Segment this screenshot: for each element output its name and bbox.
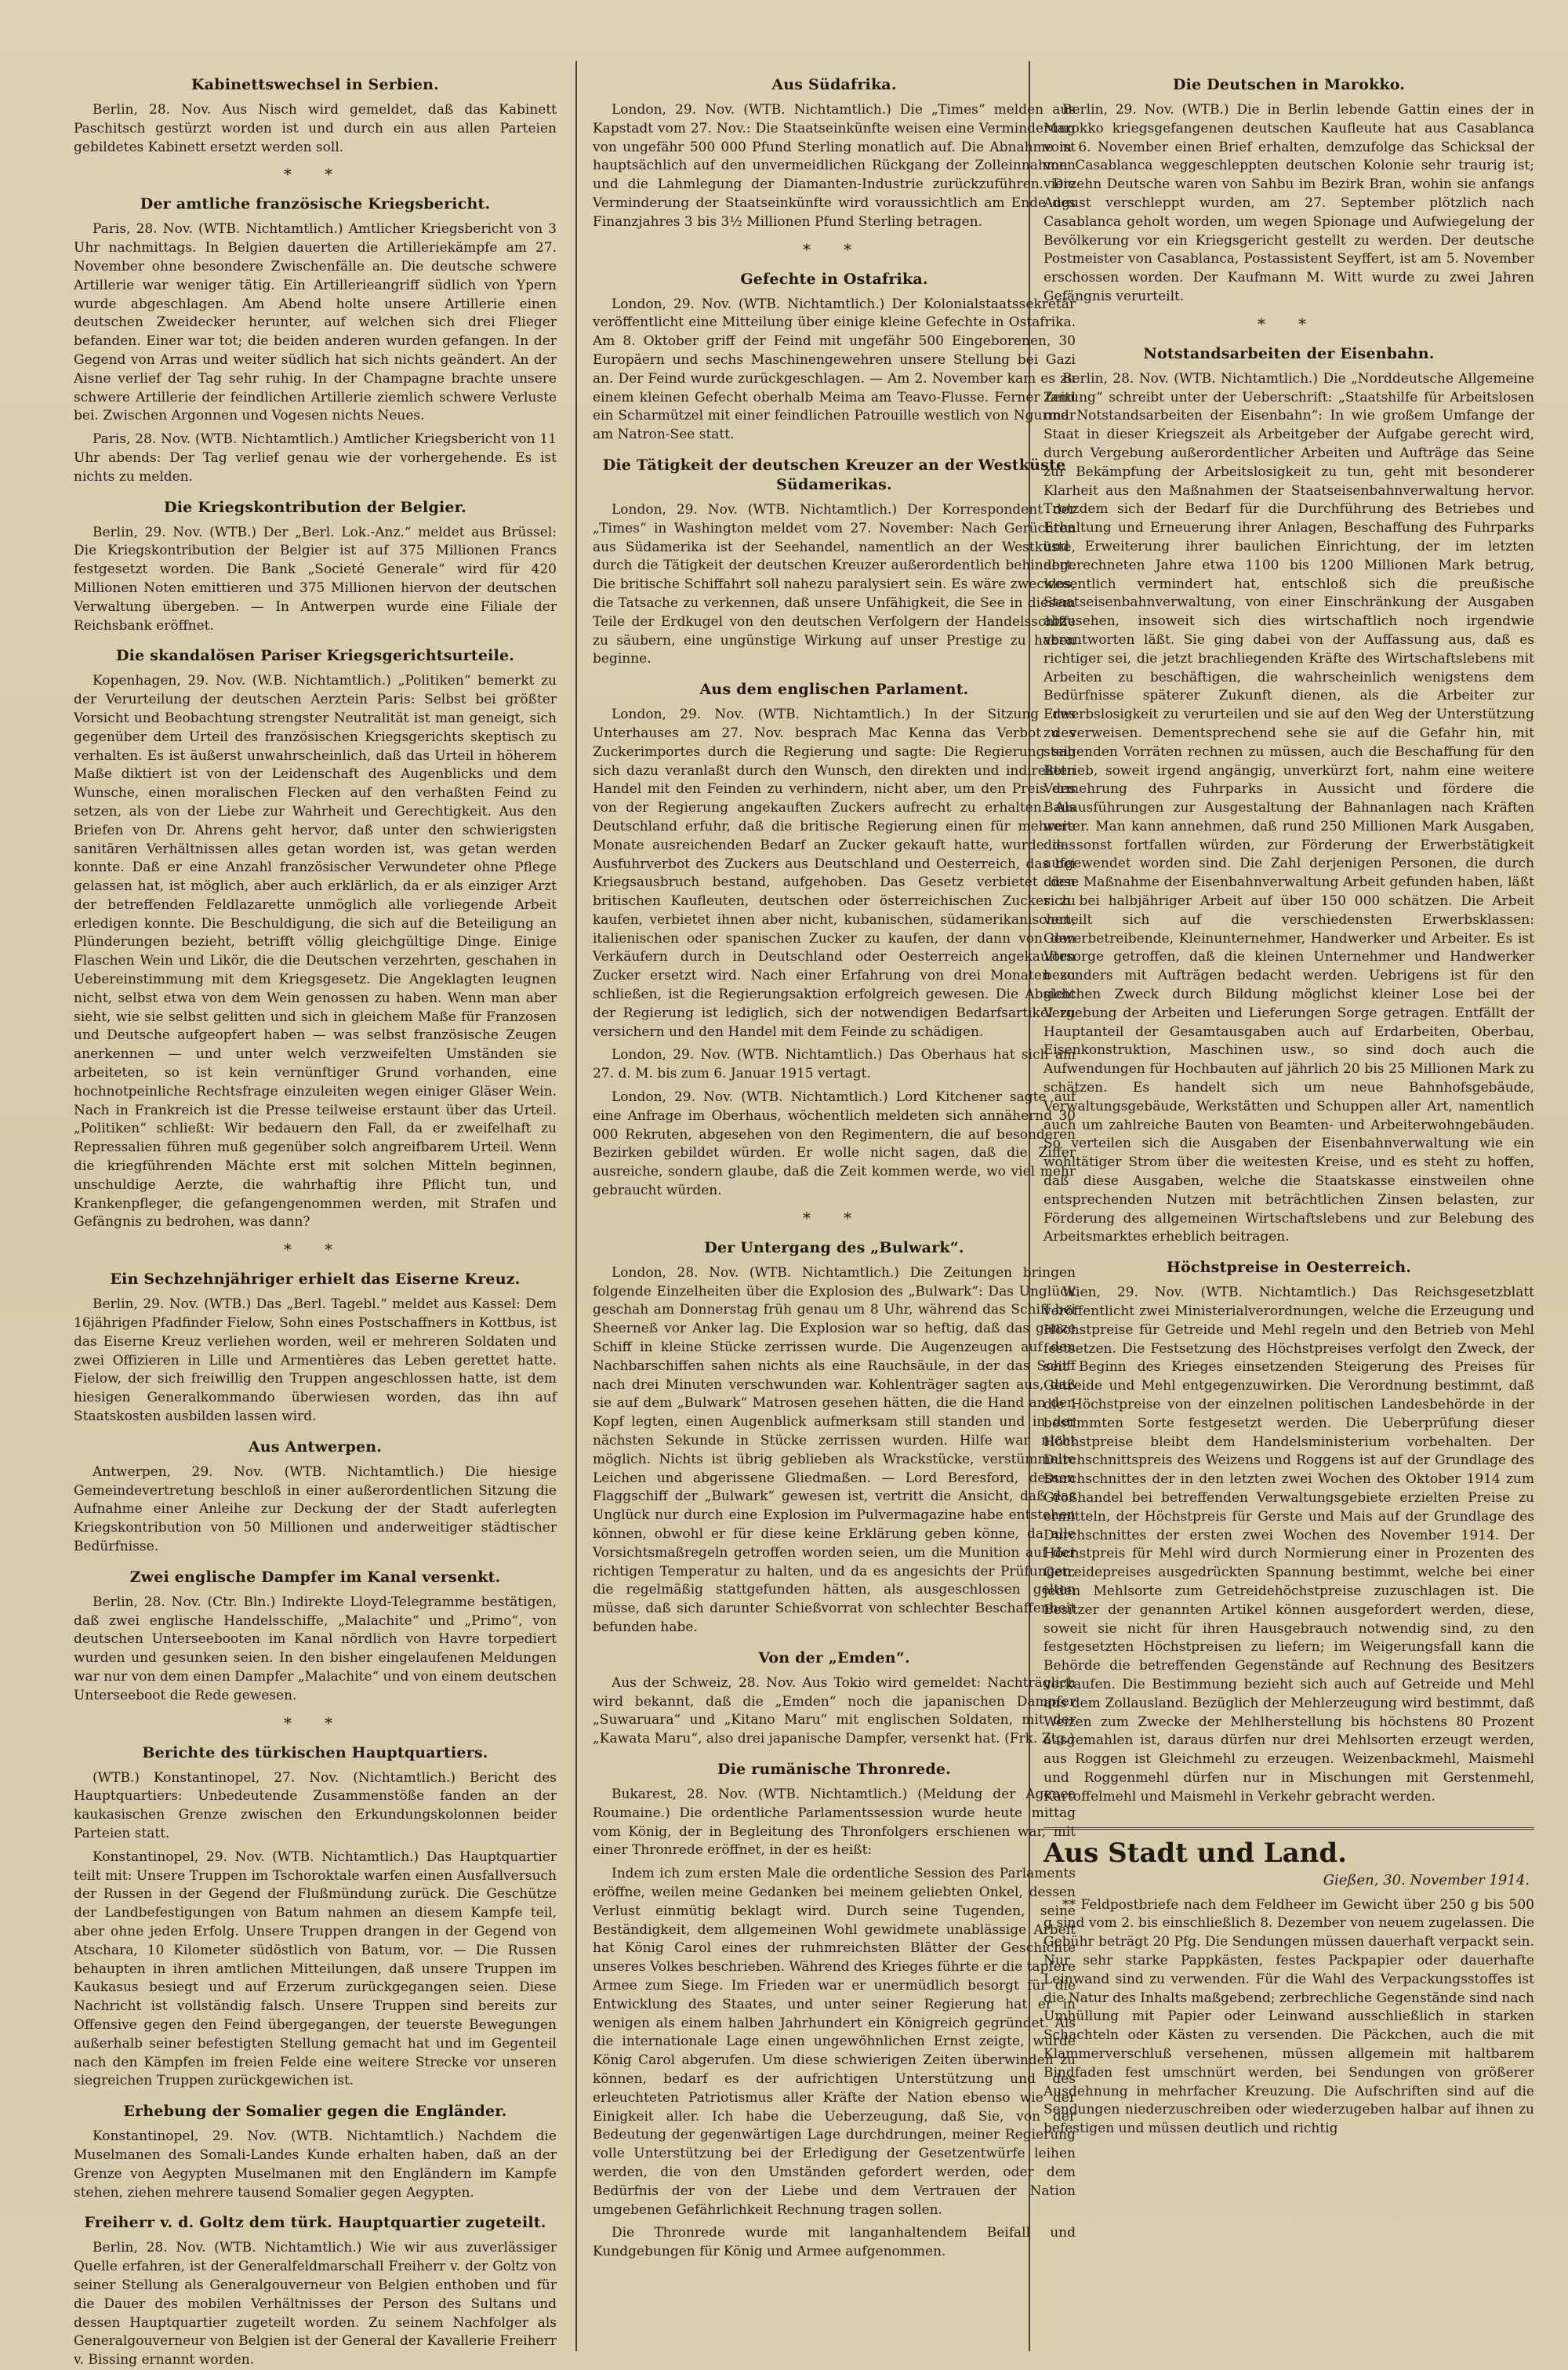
article-separator: * * [802,1208,866,1227]
article-heading: Gefechte in Ostafrika. [740,270,928,288]
article-paragraph: Die Thronrede wurde mit langanhaltendem Beifall und Kundgebungen für König und Armee aufgenommen. [593,2225,1076,2260]
article-separator: * * [283,165,347,184]
article-paragraph: Indem ich zum ersten Male die ordentliche Session des Parlaments eröffne, weilen meine Gedanken bei meinem geliebten Onkel, dessen Verlust einmütig beklagt wird. Durch seine Tugenden, seine Beständigkeit, dem allgemeinen Wohl gewidmete unablässige Arbeit hat König Carol eines der ruhmreichsten Blätter der Geschichte unseres Volkes beschrieben. Während des Krieges führte er die tapfere Armee zum Siege. Im Frieden war er unermüdlich besorgt für die Entwicklung des Staates, und unter seiner Regierung hat er in wenigen als einem halben Jahrhundert ein Königreich gegründet. Als die internationale Lage einen ungewöhnlichen Ernst zeigte, wurde König Carol abgerufen. Um diese schwierigen Zeiten überwinden zu können, bedarf es der aufrichtigen Unterstützung und des erleuchteten Patriotismus aller Kräfte der Nation ebenso wie der Einigkeit aller. Ich habe die Ueberzeugung, daß Sie, von der Bedeutung der gegenwärtigen Lage durchdrungen, meiner Regierung volle Unterstützung bei der Erledigung der Gesetzentwürfe leihen werden, die von den Umständen gefordert werden, oder dem Bedürfnis der von der Liebe und dem Vertrauen der Nation umgebenen Gefährlichkeit Rechnung tragen sollen. [593,1866,1076,2218]
article-heading: Die rumänische Thronrede. [717,1760,951,1778]
article-paragraph: Wien, 29. Nov. (WTB. Nichtamtlich.) Das Reichsgesetzblatt veröffentlicht zwei Ministerialverordnungen, welche die Erzeugung und Höchstpreise für Getreide und Mehl regeln und den Betrieb von Mehl festsetzen. Die Festsetzung des Höchstpreises verfolgt den Zweck, der seit Beginn des Krieges einsetzenden Steigerung des Preises für Getreide und Mehl entgegenzuwirken. Die Verordnung bestimmt, daß die Höchstpreise von der einzelnen politischen Landesbehörde in der bestimmten Sorte festgesetzt werden. Die Ueberprüfung dieser Höchstpreise bleibt dem Handelsministerium vorbehalten. Der Durchschnittspreis des Weizens und Roggens ist auf der Grundlage des Durchschnittes der in den letzten zwei Wochen des Oktober 1914 zum Großhandel bei betreffenden Verwaltungsgebiete erzielten Preise zu ermitteln, der Höchstpreis für Gerste und Mais auf der Grundlage des Durchschnittes der ersten zwei Wochen des November 1914. Der Höchstpreis für Mehl wird durch Normierung einer in Prozenten des Getreidepreises ausgedrückten Spannung bestimmt, welche bei einer jeden Mehlsorte zum Getreidehöchstpreise zuzuschlagen ist. Die Besitzer der genannten Artikel können ausgefordert werden, diese, soweit sie nicht für ihren Hausgebrauch notwendig sind, zu den festgesetzten Höchstpreisen zu liefern; im Weigerungsfall kann die Behörde die betreffenden Gegenstände auf Rechnung des Besitzers verkaufen. Die Bestimmung bezieht sich auch auf Getreide und Mehl aus dem Zollausland. Bezüglich der Mehlerzeugung wird bestimmt, daß Weizen zum Zwecke der Mehlherstellung bis höchstens 80 Prozent ausgemahlen ist, daraus dürfen nur drei Mehlsorten erzeugt werden, aus Roggen ist Gleichmehl zu erzeugen. Weizenbackmehl, Maismehl und Roggenmehl dürfen nur in Mischungen mit Gerstenmehl, Kartoffelmehl und Maismehl in Verkehr gebracht werden. [1044,1285,1534,1805]
article-paragraph: Berlin, 28. Nov. (Ctr. Bln.) Indirekte Lloyd-Telegramme bestätigen, daß zwei englische Handelsschiffe, „Malachite“ und „Primo“, von deutschen Unterseebooten im Kanal nördlich von Havre torpediert wurden und gesunken seien. In den bisher eingelaufenen Meldungen war nur von dem einen Dampfer „Malachite“ und von einem deutschen Unterseeboot die Rede gewesen. [74,1594,557,1703]
article-paragraph: Antwerpen, 29. Nov. (WTB. Nichtamtlich.) Die hiesige Gemeindevertretung beschloß in einer außerordentlichen Sitzung die Aufnahme einer Anleihe zur Deckung der der Stadt auferlegten Kriegskontribution von 50 Millionen und anderweitiger städtischer Bedürfnisse. [74,1463,557,1554]
article-heading: Zwei englische Dampfer im Kanal versenkt. [129,1568,501,1586]
article-paragraph: Berlin, 28. Nov. Aus Nisch wird gemeldet, daß das Kabinett Paschitsch gestürzt worden ist und durch ein aus allen Parteien gebildetes Kabinett ersetzt werden soll. [74,102,557,155]
article-heading: Aus Südafrika. [771,76,897,93]
column-right [1044,64,1534,2346]
article-paragraph: Berlin, 28. Nov. (WTB. Nichtamtlich.) Die „Norddeutsche Allgemeine Zeitung“ schreibt unter der Ueberschrift: „Staatshilfe für Arbeitslosen und Notstandsarbeiten der Eisenbahn“: In wie großem Umfange der Staat in dieser Kriegszeit als Arbeitgeber der Aufgabe gerecht wird, durch Vergebung außerordentlicher Arbeiten und Aufträge das Seine zur Bekämpfung der Arbeitslosigkeit zu tun, geht mit besonderer Klarheit aus den Maßnahmen der Staatseisenbahnverwaltung hervor. Trotzdem sich der Bedarf für die Durchführung des Betriebes und Erhaltung und Erneuerung ihrer Anlagen, Beschaffung des Fuhrparks und Erweiterung ihrer baulichen Einrichtung, der im letzten abgerechneten Jahre etwa 1100 bis 1200 Millionen Mark betrug, wesentlich vermindert hat, entschloß sich die preußische Staatseisenbahnverwaltung, von einer Einschränkung der Ausgaben abzusehen, insoweit sich dies wirtschaftlich noch irgendwie verantworten läßt. Sie ging dabei von der Auffassung aus, daß es richtiger sei, die jetzt brachliegenden Kräfte des Wirtschaftslebens mit Arbeiten zu beschäftigen, die wahrscheinlich wenigstens dem Bedürfnisse späterer Zukunft dienen, als die Arbeiter zur Erwerbslosigkeit zu verurteilen und sie auf den Weg der Unterstützung zu verweisen. Dementsprechend sehe sie auf die Gefahr hin, mit steigenden Vorräten rechnen zu müssen, auch die Beschaffung für den Betrieb, soweit irgend angängig, unverkürzt fort, nahm eine weitere Vermehrung des Fuhrparks in Aussicht und fördere die Bauausführungen zur Ausgestaltung der Bahnanlagen nach Kräften weiter. Man kann annehmen, daß rund 250 Millionen Mark Ausgaben, die sonst fortfallen würden, zur Förderung der Erwerbstätigkeit aufgewendet worden sind. Die Zahl derjenigen Personen, die durch diese Maßnahme der Eisenbahnverwaltung Arbeit gefunden haben, läßt sich bei halbjähriger Arbeit auf über 150 000 schätzen. Die Arbeit verteilt sich auf die verschiedensten Erwerbsklassen: Gewerbetreibende, Kleinunternehmer, Handwerker und Arbeiter. Es ist Vorsorge getroffen, daß die kleinen Unternehmer und Handwerker besonders mit Aufträgen bedacht werden. Uebrigens ist für den gleichen Zweck durch Bildung möglichst kleiner Lose bei der Vergebung der Arbeiten und Lieferungen Sorge getragen. Entfällt der Hauptanteil der Gesamtausgaben auch auf Erdarbeiten, Oberbau, Eisenkonstruktion, Maschinen usw., so sind doch auch die Aufwendungen für Hochbauten auf jährlich 20 bis 25 Millionen Mark zu schätzen. Es handelt sich um neue Bahnhofsgebäude, Verwaltungsgebäude, Werkstätten und Schuppen aller Art, namentlich auch um zahlreiche Bauten von Beamten- und Arbeiterwohngebäuden. So verteilen sich die Ausgaben der Eisenbahnverwaltung wie ein wohltätiger Strom über die weitesten Kreise, und es steht zu hoffen, daß diese Ausgaben, welche die Staatskasse einstweilen ohne entsprechenden Nutzen mit beträchtlichen Zinsen belasten, zur Förderung des allgemeinen Wirtschaftslebens und zur Belebung des Arbeitsmarktes erheblich beitragen. [1044,370,1534,1245]
article-heading: Die Kriegskontribution der Belgier. [164,498,466,516]
article-heading: Ein Sechzehnjähriger erhielt das Eiserne Kreuz. [110,1270,521,1289]
article-paragraph: London, 29. Nov. (WTB. Nichtamtlich.) Der Kolonialstaatssekretär veröffentlicht eine Mitteilung über einige kleine Gefechte in Ostafrika. Am 8. Oktober griff der Feind mit ungefähr 500 Eingeborenen, 30 Europäern und sechs Maschinengewehren unsere Stellung bei Gazi an. Der Feind wurde zurückgeschlagen. — Am 2. November kam es zu einem kleinen Gefecht oberhalb Meima am Teavo-Flusse. Ferner fand ein Scharmützel mit einer feindlichen Patrouille westlich von Ngurmar am Natron-See statt. [593,296,1076,443]
article-paragraph: Berlin, 29. Nov. (WTB.) Das „Berl. Tagebl.“ meldet aus Kassel: Dem 16jährigen Pfadfinder Fielow, Sohn eines Postschaffners in Kottbus, ist das Eiserne Kreuz verliehen worden, weil er mehreren Soldaten und zwei Offizieren in Lille und Armentières das Leben gerettet hatte. Fielow, der sich freiwillig den Truppen angeschlossen hatte, ist dem hiesigen Generalkommando überwiesen worden, das ihn auf Staatskosten ausbilden lassen wird. [74,1296,557,1425]
article-paragraph: Paris, 28. Nov. (WTB. Nichtamtlich.) Amtlicher Kriegsbericht von 3 Uhr nachmittags. In Belgien dauerten die Artilleriekämpfe am 27. November ohne besondere Zwischenfälle an. Die deutsche schwere Artillerie war weniger tätig. Ein Artillerieangriff südlich von Ypern wurde abgeschlagen. Am Abend holte unsere Artillerie einen deutschen Zweidecker herunter, auf welchen sich drei Flieger befanden. Einer war tot; die beiden anderen wurden gefangen. In der Gegend von Arras und weiter südlich hat sich nichts geändert. An der Aisne verlief der Tag sehr ruhig. In der Champagne brachte unsere schwere Artillerie der feindlichen Artillerie ziemlich schwere Verluste bei. Zwischen Argonnen und Vogesen nichts Neues. [74,221,557,424]
article-paragraph: Aus der Schweiz, 28. Nov. Aus Tokio wird gemeldet: Nachträglich wird bekannt, daß die „Emden“ noch die japanischen Dampfer „Suwaruara“ und „Kitano Maru“ mit englischen Soldaten, mit der „Kawata Maru“, also drei japanische Dampfer, versenkt hat. (Frk. Ztg.) [593,1674,1076,1747]
article-separator: * * [283,1240,347,1260]
article-heading: Der amtliche französische Kriegsbericht. [140,195,491,213]
article-paragraph: Berlin, 28. Nov. (WTB. Nichtamtlich.) Wie wir aus zuverlässiger Quelle erfahren, ist der Generalfeldmarschall Freiherr v. der Goltz von seiner Stellung als Generalgouverneur von Belgien enthoben und für die Dauer des mobilen Verhältnisses der Person des Sultans und dessen Hauptquartier zugeteilt worden. Zu seinem Nachfolger als Generalgouverneur von Belgien ist der General der Kavallerie Freiherr v. Bissing ernannt worden. [74,2240,557,2368]
local-news-dateline: Gießen, 30. November 1914. [1323,1871,1530,1888]
article-heading: Die Tätigkeit der deutschen Kreuzer an der Westküste Südamerikas. [602,456,1066,493]
column-middle [593,64,1076,2346]
article-paragraph: London, 29. Nov. (WTB. Nichtamtlich.) In der Sitzung des Unterhauses am 27. Nov. besprach Mac Kenna das Verbot des Zuckerimportes durch die Regierung und sagte: Die Regierung sah sich dazu veranlaßt durch den Wunsch, den direkten und indirekten Handel mit den Feinden zu verhindern, nicht aber, um den Preis des von der Regierung angekauften Zuckers aufrecht zu erhalten. Als Deutschland erfuhr, daß die britische Regierung einen für mehrere Monate ausreichenden Bedarf an Zucker gekauft hatte, wurde das Ausfuhrverbot des Zuckers aus Deutschland und Oesterreich, das bei Kriegsausbruch bestand, aufgehoben. Das Gesetz verbietet den britischen Kaufleuten, deutschen oder österreichischen Zucker zu kaufen, verbietet ihnen aber nicht, kubanischen, südamerikanischen, italienischen oder spanischen Zucker zu kaufen, der dann von den Verkäufern durch in Deutschland oder Oesterreich angekauften Zucker ersetzt wird. Nach einer Erfahrung von drei Monaten zu schließen, ist die Regierungsaktion erfolgreich gewesen. Die Absicht der Regierung ist lediglich, sich der notwendigen Bedarfsartikel zu versichern und den Handel mit dem Feinde zu schädigen. [593,707,1076,1040]
article-paragraph: Konstantinopel, 29. Nov. (WTB. Nichtamtlich.) Nachdem die Muselmanen des Somali-Landes Kunde erhalten haben, daß an der Grenze von Aegypten Muselmanen mit den Engländern im Kampfe stehen, ziehen mehrere tausend Somalier gegen Aegypten. [74,2128,557,2201]
article-heading: Freiherr v. d. Goltz dem türk. Hauptquartier zugeteilt. [84,2214,546,2232]
column-left [74,64,557,2368]
article-heading: Der Untergang des „Bulwark“. [704,1238,964,1256]
article-paragraph: (WTB.) Konstantinopel, 27. Nov. (Nichtamtlich.) Bericht des Hauptquartiers: Unbedeutende Zusammenstöße fanden an der kaukasischen Grenze zwischen den Erkundungskolonnen beider Parteien statt. [74,1769,557,1841]
article-paragraph: Berlin, 29. Nov. (WTB.) Der „Berl. Lok.-Anz.“ meldet aus Brüssel: Die Kriegskontribution der Belgier ist auf 375 Millionen Francs festgesetzt worden. Die Bank „Societé Generale“ wird für 420 Millionen Noten emittieren und 375 Millionen hiervon der deutschen Verwaltung übergeben. — In Antwerpen wurde eine Filiale der Reichsbank eröffnet. [74,524,557,634]
article-paragraph: Bukarest, 28. Nov. (WTB. Nichtamtlich.) (Meldung der Agence Roumaine.) Die ordentliche Parlamentssession wurde heute mittag vom König, der in Begleitung des Thronfolgers erschienen war, mit einer Thronrede eröffnet, in der es heißt: [593,1786,1076,1859]
local-news-title: Aus Stadt und Land. [1044,1837,1347,1869]
article-heading: Höchstpreise in Oesterreich. [1166,1259,1412,1277]
article-heading: Kabinettswechsel in Serbien. [191,76,439,93]
local-news-section [1044,1837,1534,2139]
article-separator: * * [802,239,866,259]
article-paragraph: London, 28. Nov. (WTB. Nichtamtlich.) Die Zeitungen bringen folgende Einzelheiten über die Explosion des „Bulwark“: Das Unglück geschah am Donnerstag früh genau um 8 Uhr, während das Schiff bei Sheerneß vor Anker lag. Die Explosion war so heftig, daß das ganze Schiff in kleine Stücke zerrissen wurde. Die Augenzeugen auf den Nachbarschiffen sahen nichts als eine Rauchsäule, in der das Schiff nach drei Minuten verschwunden war. Kohlenträger sagten aus, daß sie auf dem „Bulwark“ Matrosen gesehen hätten, die die Hand an den Kopf legten, einen Augenblick aufmerksam still standen und in der nächsten Sekunde in Stücke zerrissen wurden. Hilfe war nicht möglich. Nichts ist übrig geblieben als Wrackstücke, verstümmelte Leichen und abgerissene Gliedmaßen. — Lord Beresford, dessen Flaggschiff der „Bulwark“ gewesen ist, vertritt die Ansicht, daß das Unglück nur durch eine Explosion im Pulvermagazine habe entstehen können, obwohl er für diese keine Erklärung geben könne, da alle Vorsichtsmaßregeln getroffen worden seien, um die Munition auf der richtigen Temperatur zu halten, und da es angesichts der Prüfungen, die regelmäßig stattgefunden hätten, als ausgeschlossen gelten müsse, daß sich darunter Schießvorrat von schlechter Beschaffenheit befunden habe. [593,1264,1076,1635]
article-heading: Die Deutschen in Marokko. [1172,76,1406,93]
article-heading: Von der „Emden“. [758,1648,910,1667]
article-paragraph: London, 29. Nov. (WTB. Nichtamtlich.) Die „Times“ melden aus Kapstadt vom 27. Nov.: Die Staatseinkünfte weisen eine Verminderung von ungefähr 500 000 Pfund Sterling monatlich auf. Die Abnahme ist hauptsächlich auf den unvermeidlichen Rückgang der Zolleinnahmen und die Lahmlegung der Diamanten-Industrie zurückzuführen. Die Verminderung der Staatseinkünfte wird voraussichtlich am Ende des Finanzjahres 3 bis 3½ Millionen Pfund Sterling betragen. [593,102,1076,230]
article-paragraph: Kopenhagen, 29. Nov. (W.B. Nichtamtlich.) „Politiken“ bemerkt zu der Verurteilung der deutschen Aerztein Paris: Selbst bei größter Vorsicht und Beobachtung strengster Neutralität ist man geneigt, sich gegenüber dem Urteil des französischen Kriegsgerichts skeptisch zu verhalten. Es ist äußerst unwahrscheinlich, daß das Urteil in höherem Maße diktiert ist von der Leidenschaft des Augenblicks und dem Wunsche, einen moralischen Flecken auf den verhaßten Feind zu setzen, als von der Liebe zur Wahrheit und Gerechtigkeit. Aus den Briefen von Dr. Ahrens geht hervor, daß unter den schwierigsten sanitären Verhältnissen alles getan worden ist, was getan werden konnte. Daß er eine Anzahl französischer Verwundeter ohne Pflege gelassen hat, ist möglich, aber auch erklärlich, da er als einziger Arzt der betreffenden Feldlazarette unmöglich alle vorliegende Arbeit erledigen konnte. Die Beschuldigung, die sich auf die Beteiligung an Plünderungen bezieht, betrifft völlig gleichgültige Dinge. Einige Flaschen Wein und Likör, die die Deutschen verzehrten, geschahen in Uebereinstimmung mit dem Kriegsgesetz. Die Angeklagten leugnen nicht, selbst etwa von dem Wein genossen zu haben. Wenn man aber sieht, wie sie selbst gelitten und sich in gleichem Maße für Franzosen und Deutsche aufgeopfert haben — was selbst französische Zeugen anerkennen — und unter welch verzweifelten Umständen sie arbeiteten, so ist kein vernünftiger Grund vorhanden, eine hochnotpeinliche Rechtsfrage einzuleiten wegen einiger Gläser Wein. Nach in Frankreich ist die Presse teilweise erstaunt über das Urteil. „Politiken“ schließt: Wir bedauern den Fall, da er zweifelhaft zu Repressalien führen muß gegenüber solch angreifbarem Urteil. Wenn die kriegführenden Mächte erst mit solchen Mitteln beginnen, unschuldige Aerzte, die wahrhaftig ihre Pflicht tun, und Krankenpfleger, die gefangengenommen werden, mit Strafen und Gefängnis zu bedrohen, was dann? [74,673,557,1230]
local-news-rule [1044,1827,1534,1830]
article-heading: Aus dem englischen Parlament. [699,681,969,699]
article-heading: Notstandsarbeiten der Eisenbahn. [1143,344,1435,362]
article-heading: Erhebung der Somalier gegen die Engländer. [123,2103,507,2121]
column-right-articles [1044,75,1534,1807]
column-rule-left [575,61,577,2351]
article-paragraph: Paris, 28. Nov. (WTB. Nichtamtlich.) Amtlicher Kriegsbericht von 11 Uhr abends: Der Tag verlief genau wie der vorhergehende. Es ist nichts zu melden. [74,431,557,485]
article-heading: Die skandalösen Pariser Kriegsgerichtsurteile. [115,647,515,665]
article-heading: Berichte des türkischen Hauptquartiers. [142,1743,488,1761]
article-paragraph: Berlin, 29. Nov. (WTB.) Die in Berlin lebende Gattin eines der in Marokko kriegsgefangenen deutschen Kaufleute hat aus Casablanca vom 6. November einen Brief erhalten, demzufolge das Schicksal der von Casablanca weggeschleppten deutschen Kolonie sehr traurig ist; vierzehn Deutsche waren von Sahbu im Bezirk Bran, wohin sie anfangs August verschleppt wurden, am 27. September plötzlich nach Casablanca geholt worden, um wegen Spionage und Aufwiegelung der Bevölkerung vor ein Kriegsgericht gestellt zu werden. Der deutsche Postmeister von Casablanca, Postassistent Seyffert, ist am 5. November erschossen worden. Der Kaufmann M. Witt wurde zu zwei Jahren Gefängnis verurteilt. [1044,102,1534,304]
article-separator: * * [1257,314,1321,333]
local-news-paragraph: ** Feldpostbriefe nach dem Feldheer im Gewicht über 250 g bis 500 g sind vom 2. bis einschließlich 8. Dezember von neuem zugelassen. Die Gebühr beträgt 20 Pfg. Die Sendungen müssen dauerhaft verpackt sein. Nur sehr starke Pappkästen, festes Packpapier oder dauerhafte Leinwand sind zu verwenden. Für die Wahl des Verpackungsstoffes ist die Natur des Inhalts maßgebend; zerbrechliche Gegenstände sind nach Umhüllung mit Papier oder Leinwand ausschließlich in starken Schachteln oder Kästen zu versenden. Die Päckchen, auch die mit Klammerverschluß versehenen, müssen allgemein mit haltbarem Bindfaden fest umschnürt werden, bei Sendungen von größerer Ausdehnung in mehrfacher Kreuzung. Die Aufschriften sind auf die Sendungen niederzuschreiben oder wiederzugeben halbar auf ihnen zu befestigen und müssen deutlich und richtig [1044,1896,1534,2137]
article-paragraph: London, 29. Nov. (WTB. Nichtamtlich.) Lord Kitchener sagte auf eine Anfrage im Oberhaus, wöchentlich meldeten sich annähernd 30 000 Rekruten, abgesehen von den Regimentern, die auf besonderen Bezirken gebildet würden. Er wolle nicht sagen, daß die Ziffer ausreiche, sondern glaube, daß die Zeit kommen werde, wo viel mehr gebraucht würden. [593,1089,1076,1199]
article-separator: * * [283,1713,347,1732]
article-paragraph: Konstantinopel, 29. Nov. (WTB. Nichtamtlich.) Das Hauptquartier teilt mit: Unsere Truppen im Tschoroktale warfen einen Ausfallversuch der Russen in der Gegend der Flußmündung zurück. Die Geschütze der Landbefestigungen von Batum nahmen an diesem Kampfe teil, aber ohne jeden Erfolg. Unsere Truppen drangen in der Gegend von Atschara, 10 Kilometer südöstlich von Batum, vor. — Die Russen behaupten in ihren amtlichen Mitteilungen, daß unsere Truppen im Kaukasus besiegt und auf Erzerum zurückgegangen seien. Diese Nachricht ist vollständig falsch. Unsere Truppen sind bereits zur Offensive gegen den Feind übergegangen, der teuerste Bewegungen außerhalb seiner befestigten Stellung gemacht hat und im Gegenteil nach den Kämpfen im freien Felde eine weitere Strecke vor unseren siegreichen Truppen zurückgewichen ist. [74,1848,557,2089]
article-paragraph: London, 29. Nov. (WTB. Nichtamtlich.) Das Oberhaus hat sich am 27. d. M. bis zum 6. Januar 1915 vertagt. [593,1047,1076,1082]
article-heading: Aus Antwerpen. [248,1438,383,1456]
article-paragraph: London, 29. Nov. (WTB. Nichtamtlich.) Der Korrespondent der „Times“ in Washington meldet vom 27. November: Nach Gerüchten aus Südamerika ist der Seehandel, namentlich an der Westküste, durch die Tätigkeit der deutschen Kreuzer außerordentlich behindert. Die britische Schiffahrt soll nahezu paralysiert sein. Es wäre zwecklos, die Tatsache zu verkennen, daß unsere Unfähigkeit, die See in diesem Teile der Erdkugel von den deutschen Verfolgern der Handelsschiffe zu säubern, eine ungünstige Wirkung auf unser Prestige zu haben beginne. [593,501,1076,667]
